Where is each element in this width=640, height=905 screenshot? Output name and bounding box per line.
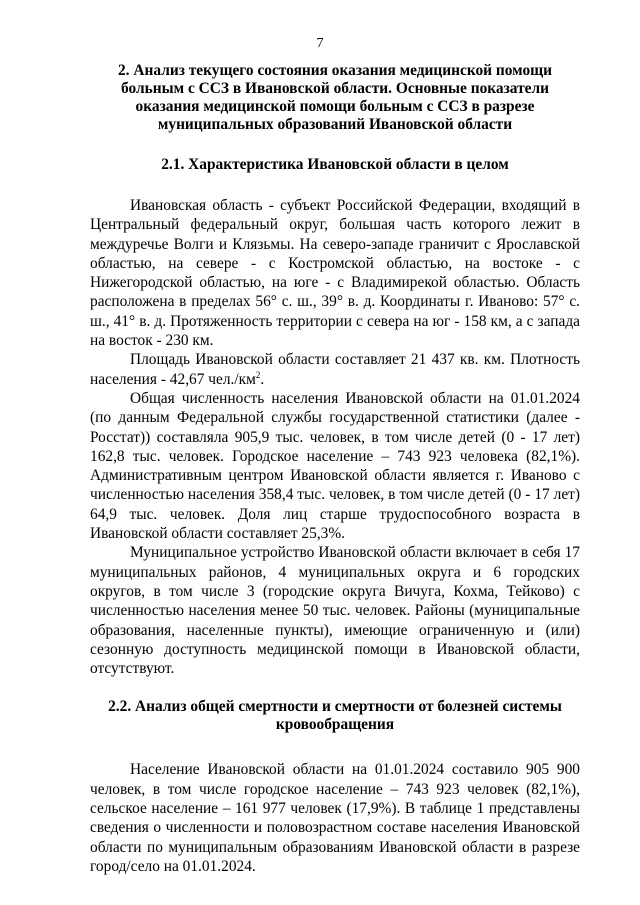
paragraph-population-2024: Население Ивановской области на 01.01.2024 составило 905 900 человек, в том числе городское население – 743 923 человек (82,1%), сельское население – 161 977 человек (17,9%). В таблице 1 представлены сведения о численности и половозрастном составе населения Ивановской области по муниципальным образованиям Ивановской области в разрезе город/село на 01.01.2024.	[90, 761, 580, 875]
paragraph-population: Общая численность населения Ивановской области на 01.01.2024 (по данным Федеральной службы государственной статистики (далее - Росстат)) составляла 905,9 тыс. человек, в том числе детей (0 - 17 лет) 162,8 тыс. человек. Городское население – 743 923 человека (82,1%). Административным центром Ивановской области является г. Иваново с численностью населения 358,4 тыс. человек, в том числе детей (0 - 17 лет) 64,9 тыс. человек. Доля лиц старше трудоспособного возраста в Ивановской области составляет 25,3%.	[90, 389, 580, 543]
section-2-number: 2.	[117, 62, 130, 79]
area-density-end: .	[260, 370, 265, 388]
page-number: 7	[316, 36, 324, 51]
area-density-superscript: 2	[255, 369, 261, 380]
section-2-title: Анализ текущего состояния оказания медицинской помощи больным с ССЗ в Ивановской области. Основные показатели оказания медицинской помощи больным с ССЗ в разрезе муниципальных образований Ивановской области	[121, 62, 552, 133]
area-density-text: Площадь Ивановской области составляет 21 437 кв. км. Плотность населения - 42,67 чел./км	[90, 351, 580, 388]
section-2-2-heading: 2.2. Анализ общей смертности и смертности от болезней системы кровообращения	[108, 698, 562, 734]
section-2-1-heading: 2.1. Характеристика Ивановской области в целом	[161, 156, 509, 173]
section-2-heading	[90, 62, 580, 134]
paragraph-area-density	[90, 350, 580, 389]
paragraph-region-description: Ивановская область - субъект Российской Федерации, входящий в Центральный федеральный округ, большая часть которого лежит в междуречье Волги и Клязьмы. На северо-западе граничит с Ярославской областью, на севере - с Костромской областью, на востоке - с Нижегородской областью, на юге - с Владимирекой областью. Область расположена в пределах 56° с. ш., 39° в. д. Координаты г. Иваново: 57° с. ш., 41° в. д. Протяженность территории с севера на юг - 158 км, а с запада на восток - 230 км.	[90, 197, 580, 350]
paragraph-municipal-structure: Муниципальное устройство Ивановской области включает в себя 17 муниципальных районов, 4 муниципальных округа и 6 городских округов, в том числе 3 (городские округа Вичуга, Кохма, Тейково) с численностью населения менее 50 тыс. человек. Районы (муниципальные образования, населенные пункты), имеющие ограниченную и (или) сезонную доступность медицинской помощи в Ивановской области, отсутствуют.	[90, 544, 580, 678]
document-body	[90, 62, 580, 876]
